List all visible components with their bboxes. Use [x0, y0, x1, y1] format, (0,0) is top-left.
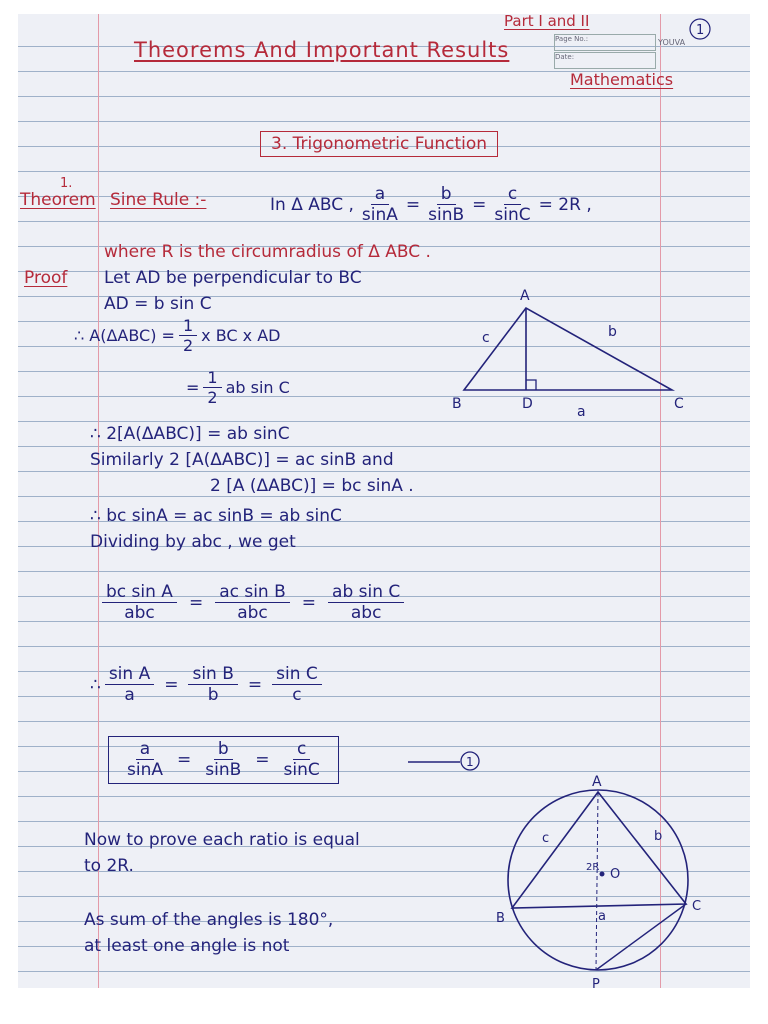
- vertex-a-label: A: [520, 288, 530, 304]
- foot-d-label: D: [522, 396, 533, 412]
- equation-reference: [406, 746, 486, 776]
- triangle-abc: [464, 308, 672, 390]
- date-box: Date:: [554, 52, 656, 69]
- brand-logo: YOUVA: [658, 38, 686, 47]
- side-a-label: a: [598, 909, 606, 924]
- vertex-c-label: C: [674, 396, 684, 412]
- proof-line-11: ∴ $\frac{\text{sin A}}{a}$ = $\frac{\text{sin B}}{b}$ = $\frac{\text{sin C}}{c}$: [90, 664, 326, 706]
- proof-line-1: Let AD be perpendicular to BC: [104, 268, 362, 288]
- circumcircle-figure: [488, 774, 728, 992]
- vertex-b-label: B: [452, 396, 462, 412]
- svg-text:1: 1: [466, 755, 474, 769]
- proof-line-8: ∴ bc sinA = ac sinB = ab sinC: [90, 506, 342, 526]
- center-point: [600, 872, 605, 877]
- circumradius-note: where R is the circumradius of Δ ABC .: [104, 242, 431, 262]
- side-c-label: c: [482, 330, 490, 346]
- point-p-label: P: [592, 977, 600, 992]
- proof-line-2: AD = b sin C: [104, 294, 212, 314]
- radius-label: 2R: [586, 862, 600, 873]
- subject-label: Mathematics: [570, 70, 674, 89]
- page-number-circle: [685, 14, 715, 44]
- proof-line-14: to 2R.: [84, 856, 134, 876]
- sine-rule-statement: In Δ ABC , $\frac{a}{\sin A}$ = $\frac{b}{\sin B}$ = $\frac{c}{\sin C}$ = 2R ,: [270, 184, 592, 226]
- theorem-number: 1.: [60, 176, 73, 191]
- vertex-a-label: A: [592, 774, 602, 790]
- notebook-page: [18, 14, 750, 992]
- page-no-box: Page No.:: [554, 34, 656, 51]
- proof-line-16: at least one angle is not: [84, 936, 290, 956]
- proof-line-9: Dividing by abc , we get: [90, 532, 296, 552]
- vertex-c-label: C: [692, 899, 702, 914]
- proof-line-15: As sum of the angles is 180°,: [84, 910, 334, 930]
- side-c-label: c: [542, 831, 550, 846]
- proof-line-3: ∴ A(ΔABC) = $\frac{1}{2}$ x BC x AD: [74, 316, 281, 356]
- center-o-label: O: [610, 867, 621, 882]
- proof-line-4: = $\frac{1}{2}$ ab sin C: [186, 368, 290, 408]
- inscribed-triangle: [512, 792, 686, 908]
- proof-line-7: 2 [A (ΔABC)] = bc sinA .: [210, 476, 414, 496]
- proof-line-6: Similarly 2 [A(ΔABC)] = ac sinB and: [90, 450, 394, 470]
- diameter-ap: [596, 792, 598, 970]
- vertex-b-label: B: [496, 911, 505, 926]
- side-b-label: b: [608, 324, 617, 340]
- side-a-label: a: [577, 404, 586, 420]
- theorem-label: Theorem: [20, 190, 96, 210]
- proof-line-10: $\frac{\text{bc sin A}}{\text{abc}}$ = $\frac{\text{ac sin B}}{\text{abc}}$ = $\frac{\text{ab sin C}}{\text{abc}}$: [98, 582, 408, 624]
- chord-pc: [596, 904, 686, 970]
- topic-heading: 3. Trigonometric Function: [260, 134, 498, 154]
- side-b-label: b: [654, 829, 663, 844]
- part-label: Part I and II: [504, 14, 590, 30]
- right-angle-mark: [526, 380, 536, 390]
- triangle-altitude-figure: [450, 284, 690, 424]
- theorem-name: Sine Rule :-: [110, 190, 207, 210]
- proof-line-5: ∴ 2[A(ΔABC)] = ab sinC: [90, 424, 290, 444]
- page-title: Theorems And Important Results: [134, 38, 510, 62]
- proof-line-13: Now to prove each ratio is equal: [84, 830, 360, 850]
- svg-text:1: 1: [696, 23, 705, 38]
- proof-label: Proof: [24, 268, 68, 288]
- boxed-result: $\frac{a}{\sin A}$ = $\frac{b}{\sin B}$ = $\frac{c}{\sin C}$: [108, 736, 339, 784]
